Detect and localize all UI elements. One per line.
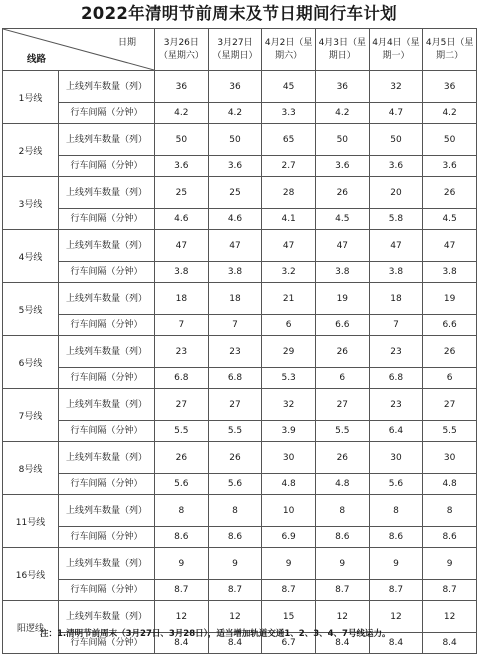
train-count-cell: 23 <box>155 336 209 368</box>
interval-cell: 3.8 <box>208 262 262 283</box>
interval-label: 行车间隔（分钟） <box>59 580 155 601</box>
train-count-label: 上线列车数量（列） <box>59 495 155 527</box>
train-count-cell: 15 <box>262 601 316 633</box>
train-count-cell: 12 <box>208 601 262 633</box>
line-axis-label: 线路 <box>27 54 47 65</box>
interval-cell: 5.6 <box>208 474 262 495</box>
interval-cell: 5.5 <box>155 421 209 442</box>
interval-cell: 4.8 <box>423 474 477 495</box>
interval-cell: 8.7 <box>262 580 316 601</box>
train-count-cell: 36 <box>208 71 262 103</box>
interval-cell: 8.4 <box>208 633 262 654</box>
train-count-label: 上线列车数量（列） <box>59 124 155 156</box>
line-name-cell: 11号线 <box>3 495 59 548</box>
train-schedule-table <box>2 28 477 654</box>
train-count-cell: 19 <box>315 283 369 315</box>
interval-cell: 6.6 <box>423 315 477 336</box>
interval-row <box>3 368 477 389</box>
interval-cell: 3.2 <box>262 262 316 283</box>
interval-cell: 8.7 <box>155 580 209 601</box>
interval-cell: 6.4 <box>369 421 423 442</box>
line-name-cell: 1号线 <box>3 71 59 124</box>
interval-cell: 8.6 <box>208 527 262 548</box>
header-row <box>3 29 477 71</box>
interval-row <box>3 421 477 442</box>
interval-cell: 8.6 <box>369 527 423 548</box>
interval-cell: 4.2 <box>155 103 209 124</box>
train-count-cell: 8 <box>315 495 369 527</box>
line-name-cell: 阳逻线 <box>3 601 59 654</box>
train-count-cell: 9 <box>155 548 209 580</box>
interval-row <box>3 474 477 495</box>
line-name-cell: 2号线 <box>3 124 59 177</box>
interval-cell: 7 <box>369 315 423 336</box>
train-count-cell: 12 <box>423 601 477 633</box>
interval-cell: 3.6 <box>423 156 477 177</box>
train-count-cell: 32 <box>262 389 316 421</box>
interval-label: 行车间隔（分钟） <box>59 156 155 177</box>
interval-cell: 3.8 <box>315 262 369 283</box>
interval-cell: 8.7 <box>208 580 262 601</box>
train-count-row <box>3 442 477 474</box>
interval-cell: 8.7 <box>423 580 477 601</box>
train-count-cell: 26 <box>208 442 262 474</box>
interval-cell: 8.6 <box>423 527 477 548</box>
train-count-label: 上线列车数量（列） <box>59 601 155 633</box>
footnote: 注：1.清明节前周末（3月27日、3月28日），适当增加轨道交通1、2、3、4、7号线运力。 <box>40 629 391 639</box>
interval-row <box>3 527 477 548</box>
train-count-label: 上线列车数量（列） <box>59 230 155 262</box>
train-count-cell: 27 <box>155 389 209 421</box>
interval-cell: 4.8 <box>315 474 369 495</box>
interval-cell: 3.6 <box>208 156 262 177</box>
interval-cell: 6 <box>423 368 477 389</box>
interval-cell: 5.5 <box>423 421 477 442</box>
train-count-cell: 18 <box>208 283 262 315</box>
interval-cell: 5.5 <box>315 421 369 442</box>
interval-cell: 8.4 <box>155 633 209 654</box>
train-count-cell: 50 <box>208 124 262 156</box>
interval-cell: 7 <box>155 315 209 336</box>
interval-cell: 5.6 <box>155 474 209 495</box>
interval-row <box>3 262 477 283</box>
interval-cell: 4.7 <box>369 103 423 124</box>
interval-cell: 7 <box>208 315 262 336</box>
interval-cell: 4.2 <box>423 103 477 124</box>
train-count-cell: 10 <box>262 495 316 527</box>
train-count-cell: 26 <box>315 336 369 368</box>
train-count-row <box>3 124 477 156</box>
interval-label: 行车间隔（分钟） <box>59 103 155 124</box>
train-count-cell: 23 <box>369 336 423 368</box>
train-count-cell: 8 <box>369 495 423 527</box>
train-count-row <box>3 389 477 421</box>
train-count-cell: 36 <box>315 71 369 103</box>
train-count-cell: 9 <box>208 548 262 580</box>
interval-label: 行车间隔（分钟） <box>59 421 155 442</box>
interval-cell: 2.7 <box>262 156 316 177</box>
interval-label: 行车间隔（分钟） <box>59 474 155 495</box>
train-count-row <box>3 230 477 262</box>
train-count-label: 上线列车数量（列） <box>59 336 155 368</box>
interval-cell: 4.1 <box>262 209 316 230</box>
interval-cell: 4.2 <box>208 103 262 124</box>
train-count-cell: 8 <box>208 495 262 527</box>
interval-cell: 3.8 <box>155 262 209 283</box>
line-name-cell: 16号线 <box>3 548 59 601</box>
interval-cell: 3.9 <box>262 421 316 442</box>
document-title: 2022年清明节前周末及节日期间行车计划 <box>81 4 397 23</box>
train-count-cell: 9 <box>423 548 477 580</box>
interval-row <box>3 156 477 177</box>
line-name-cell: 6号线 <box>3 336 59 389</box>
interval-cell: 5.8 <box>369 209 423 230</box>
date-header: 4月3日（星期日） <box>315 29 369 71</box>
train-count-label: 上线列车数量（列） <box>59 442 155 474</box>
interval-cell: 4.2 <box>315 103 369 124</box>
interval-row <box>3 103 477 124</box>
train-count-cell: 28 <box>262 177 316 209</box>
train-count-cell: 50 <box>315 124 369 156</box>
interval-cell: 6.6 <box>315 315 369 336</box>
train-count-label: 上线列车数量（列） <box>59 177 155 209</box>
interval-label: 行车间隔（分钟） <box>59 368 155 389</box>
train-count-cell: 47 <box>423 230 477 262</box>
interval-cell: 6 <box>315 368 369 389</box>
interval-cell: 8.7 <box>369 580 423 601</box>
train-count-row <box>3 283 477 315</box>
train-count-cell: 20 <box>369 177 423 209</box>
train-count-row <box>3 177 477 209</box>
interval-cell: 3.6 <box>369 156 423 177</box>
interval-cell: 3.8 <box>369 262 423 283</box>
train-count-cell: 27 <box>208 389 262 421</box>
date-header: 4月5日（星期二） <box>423 29 477 71</box>
schedule-body <box>3 71 477 654</box>
train-count-cell: 36 <box>155 71 209 103</box>
interval-cell: 3.6 <box>315 156 369 177</box>
train-count-cell: 50 <box>155 124 209 156</box>
train-count-cell: 23 <box>369 389 423 421</box>
train-count-cell: 8 <box>423 495 477 527</box>
line-name-cell: 3号线 <box>3 177 59 230</box>
interval-cell: 8.6 <box>315 527 369 548</box>
train-count-cell: 30 <box>262 442 316 474</box>
interval-cell: 8.4 <box>315 633 369 654</box>
train-count-cell: 9 <box>262 548 316 580</box>
interval-cell: 6.9 <box>262 527 316 548</box>
train-count-cell: 21 <box>262 283 316 315</box>
train-count-cell: 50 <box>369 124 423 156</box>
interval-row <box>3 209 477 230</box>
interval-cell: 5.3 <box>262 368 316 389</box>
train-count-label: 上线列车数量（列） <box>59 548 155 580</box>
interval-label: 行车间隔（分钟） <box>59 209 155 230</box>
corner-header-cell <box>3 29 155 71</box>
interval-cell: 4.6 <box>155 209 209 230</box>
interval-cell: 6.8 <box>369 368 423 389</box>
train-count-cell: 12 <box>155 601 209 633</box>
train-count-cell: 18 <box>155 283 209 315</box>
train-count-cell: 27 <box>315 389 369 421</box>
train-count-cell: 32 <box>369 71 423 103</box>
interval-cell: 4.6 <box>208 209 262 230</box>
interval-cell: 8.7 <box>315 580 369 601</box>
train-count-cell: 12 <box>315 601 369 633</box>
interval-cell: 5.5 <box>208 421 262 442</box>
line-name-cell: 4号线 <box>3 230 59 283</box>
train-count-cell: 36 <box>423 71 477 103</box>
train-count-cell: 47 <box>315 230 369 262</box>
interval-cell: 8.4 <box>423 633 477 654</box>
train-count-cell: 19 <box>423 283 477 315</box>
date-header: 3月26日（星期六） <box>155 29 209 71</box>
train-count-cell: 26 <box>315 177 369 209</box>
train-count-cell: 12 <box>369 601 423 633</box>
interval-cell: 6.8 <box>208 368 262 389</box>
interval-cell: 8.6 <box>155 527 209 548</box>
date-header: 4月2日（星期六） <box>262 29 316 71</box>
train-count-cell: 8 <box>155 495 209 527</box>
train-count-row <box>3 548 477 580</box>
interval-cell: 3.8 <box>423 262 477 283</box>
interval-cell: 4.5 <box>423 209 477 230</box>
train-count-cell: 23 <box>208 336 262 368</box>
interval-label: 行车间隔（分钟） <box>59 315 155 336</box>
interval-row <box>3 580 477 601</box>
train-count-cell: 30 <box>423 442 477 474</box>
train-count-cell: 25 <box>208 177 262 209</box>
train-count-cell: 65 <box>262 124 316 156</box>
train-count-row <box>3 336 477 368</box>
train-count-row <box>3 495 477 527</box>
train-count-label: 上线列车数量（列） <box>59 389 155 421</box>
train-count-cell: 26 <box>423 336 477 368</box>
interval-cell: 6.7 <box>262 633 316 654</box>
train-count-cell: 50 <box>423 124 477 156</box>
train-count-cell: 47 <box>262 230 316 262</box>
interval-row <box>3 315 477 336</box>
interval-cell: 6 <box>262 315 316 336</box>
interval-label: 行车间隔（分钟） <box>59 633 155 654</box>
date-header: 3月27日（星期日） <box>208 29 262 71</box>
train-count-cell: 47 <box>369 230 423 262</box>
interval-label: 行车间隔（分钟） <box>59 527 155 548</box>
date-axis-label: 日期 <box>117 38 136 48</box>
train-count-label: 上线列车数量（列） <box>59 71 155 103</box>
train-count-cell: 25 <box>155 177 209 209</box>
interval-cell: 4.8 <box>262 474 316 495</box>
train-count-cell: 9 <box>315 548 369 580</box>
train-count-row <box>3 71 477 103</box>
interval-cell: 3.6 <box>155 156 209 177</box>
interval-cell: 8.4 <box>369 633 423 654</box>
interval-cell: 3.3 <box>262 103 316 124</box>
line-name-cell: 5号线 <box>3 283 59 336</box>
train-count-cell: 26 <box>315 442 369 474</box>
interval-cell: 5.6 <box>369 474 423 495</box>
train-count-cell: 29 <box>262 336 316 368</box>
train-count-cell: 47 <box>208 230 262 262</box>
interval-label: 行车间隔（分钟） <box>59 262 155 283</box>
interval-cell: 4.5 <box>315 209 369 230</box>
train-count-cell: 26 <box>423 177 477 209</box>
train-count-cell: 45 <box>262 71 316 103</box>
train-count-cell: 26 <box>155 442 209 474</box>
train-count-cell: 9 <box>369 548 423 580</box>
date-header: 4月4日（星期一） <box>369 29 423 71</box>
train-count-cell: 27 <box>423 389 477 421</box>
line-name-cell: 7号线 <box>3 389 59 442</box>
train-count-label: 上线列车数量（列） <box>59 283 155 315</box>
interval-cell: 6.8 <box>155 368 209 389</box>
line-name-cell: 8号线 <box>3 442 59 495</box>
train-count-cell: 30 <box>369 442 423 474</box>
train-count-cell: 18 <box>369 283 423 315</box>
train-count-cell: 47 <box>155 230 209 262</box>
